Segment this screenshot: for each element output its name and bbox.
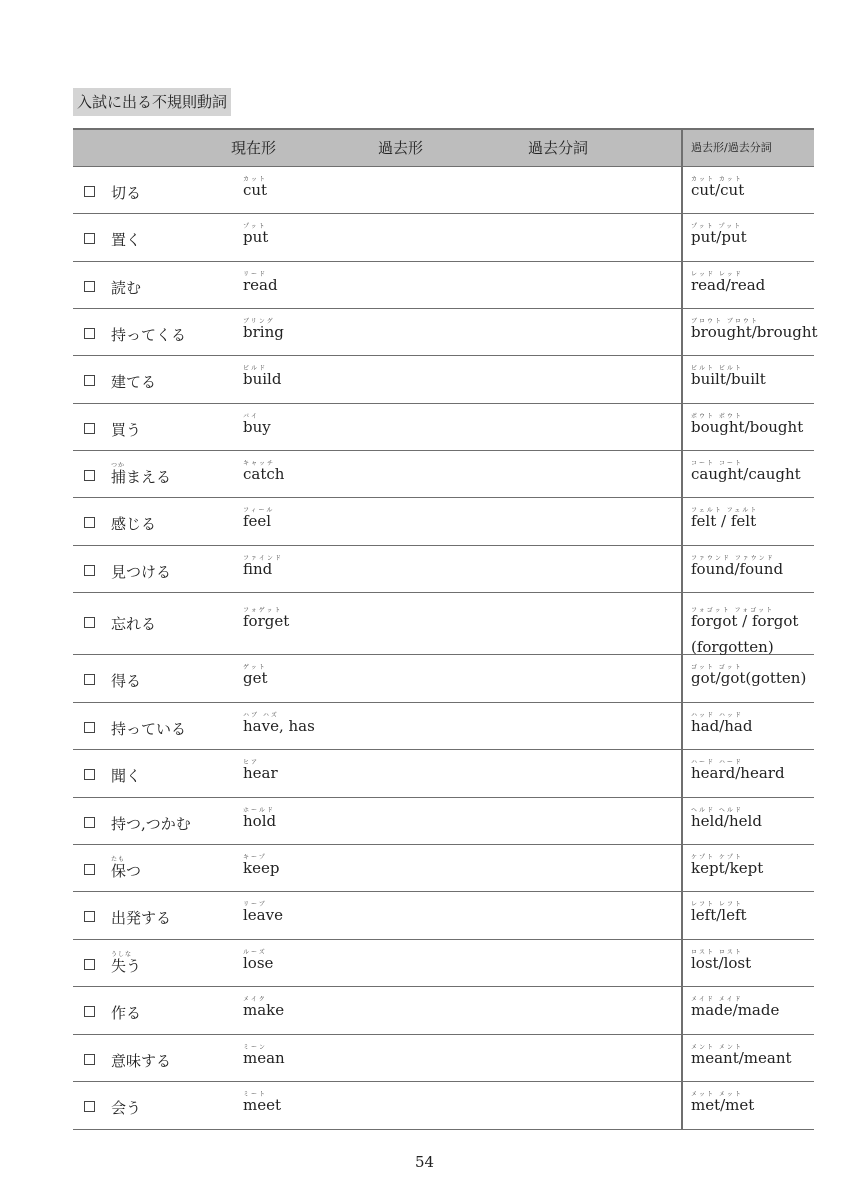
column-divider bbox=[681, 655, 683, 702]
past-forms: meant/meant bbox=[691, 1049, 792, 1067]
past-forms: bought/bought bbox=[691, 418, 804, 436]
present-form: lose bbox=[243, 954, 274, 972]
column-divider bbox=[681, 845, 683, 891]
table-row bbox=[73, 404, 814, 451]
table-row bbox=[73, 845, 814, 892]
japanese-meaning: 置く bbox=[111, 231, 142, 249]
present-ruby: メイク bbox=[243, 996, 267, 1003]
checkbox-icon[interactable] bbox=[84, 674, 95, 685]
checkbox-icon[interactable] bbox=[84, 281, 95, 292]
past-forms: forgot / forgot bbox=[691, 612, 799, 630]
present-ruby: キャッチ bbox=[243, 460, 276, 467]
checkbox-icon[interactable] bbox=[84, 186, 95, 197]
present-form: read bbox=[243, 276, 278, 294]
column-divider bbox=[681, 167, 683, 213]
column-divider bbox=[681, 262, 683, 308]
forms-ruby: メント メント bbox=[691, 1044, 743, 1051]
checkbox-icon[interactable] bbox=[84, 1006, 95, 1017]
table-row bbox=[73, 451, 814, 498]
page-number: 54 bbox=[414, 1153, 435, 1171]
japanese-meaning: 作る bbox=[111, 1004, 142, 1022]
present-ruby: プット bbox=[243, 223, 267, 230]
checkbox-icon[interactable] bbox=[84, 233, 95, 244]
japanese-meaning: 失う bbox=[111, 957, 142, 975]
column-divider bbox=[681, 214, 683, 261]
present-ruby: ゲット bbox=[243, 664, 267, 671]
past-forms: cut/cut bbox=[691, 181, 745, 199]
past-forms: heard/heard bbox=[691, 764, 785, 782]
table-row bbox=[73, 593, 814, 655]
table-row bbox=[73, 262, 814, 309]
column-divider bbox=[681, 892, 683, 939]
forms-ruby: ロスト ロスト bbox=[691, 949, 743, 956]
checkbox-icon[interactable] bbox=[84, 328, 95, 339]
forms-ruby: ゴット ゴット bbox=[691, 664, 743, 671]
present-form: forget bbox=[243, 612, 290, 630]
present-ruby: フィール bbox=[243, 507, 275, 514]
past-forms: built/built bbox=[691, 370, 766, 388]
forms-ruby: レッド レッド bbox=[691, 271, 743, 278]
present-form: build bbox=[243, 370, 282, 388]
past-forms: brought/brought bbox=[691, 323, 818, 341]
past-forms: held/held bbox=[691, 812, 762, 830]
checkbox-icon[interactable] bbox=[84, 517, 95, 528]
present-ruby: ホールド bbox=[243, 807, 275, 814]
present-ruby: ルーズ bbox=[243, 949, 267, 956]
japanese-meaning: 切る bbox=[111, 184, 142, 202]
present-ruby: バイ bbox=[243, 413, 260, 420]
table-row bbox=[73, 1082, 814, 1130]
present-form: make bbox=[243, 1001, 285, 1019]
past-forms: met/met bbox=[691, 1096, 755, 1114]
present-form: leave bbox=[243, 906, 283, 924]
forms-ruby: ハッド ハッド bbox=[691, 712, 743, 719]
table-row bbox=[73, 356, 814, 404]
japanese-meaning: 持っている bbox=[111, 720, 187, 738]
japanese-meaning: 会う bbox=[111, 1099, 142, 1117]
table-row bbox=[73, 167, 814, 214]
checkbox-icon[interactable] bbox=[84, 617, 95, 628]
checkbox-icon[interactable] bbox=[84, 1101, 95, 1112]
forms-ruby: ケプト ケプト bbox=[691, 854, 743, 861]
checkbox-icon[interactable] bbox=[84, 375, 95, 386]
column-divider bbox=[681, 451, 683, 497]
past-forms: felt / felt bbox=[691, 512, 757, 530]
column-divider bbox=[681, 1082, 683, 1129]
present-form: hold bbox=[243, 812, 277, 830]
table-header bbox=[73, 128, 814, 167]
header-past-participle: 過去分詞 bbox=[528, 139, 589, 157]
checkbox-icon[interactable] bbox=[84, 470, 95, 481]
header-present: 現在形 bbox=[231, 139, 277, 157]
checkbox-icon[interactable] bbox=[84, 423, 95, 434]
present-form: buy bbox=[243, 418, 271, 436]
checkbox-icon[interactable] bbox=[84, 817, 95, 828]
verb-table bbox=[73, 128, 818, 1130]
column-divider bbox=[681, 404, 683, 450]
header-combined: 過去形/過去分詞 bbox=[691, 141, 772, 154]
present-ruby: ヒア bbox=[243, 759, 260, 766]
past-forms: made/made bbox=[691, 1001, 780, 1019]
checkbox-icon[interactable] bbox=[84, 769, 95, 780]
present-form: mean bbox=[243, 1049, 285, 1067]
checkbox-icon[interactable] bbox=[84, 959, 95, 970]
table-row bbox=[73, 940, 814, 987]
past-forms: put/put bbox=[691, 228, 747, 246]
forms-ruby: ファウンド ファウンド bbox=[691, 555, 775, 562]
past-forms: left/left bbox=[691, 906, 747, 924]
table-row bbox=[73, 498, 814, 546]
present-form: bring bbox=[243, 323, 284, 341]
present-form: hear bbox=[243, 764, 278, 782]
table-row bbox=[73, 1035, 814, 1082]
japanese-meaning: 出発する bbox=[111, 909, 172, 927]
present-ruby: ミート bbox=[243, 1091, 268, 1098]
forms-ruby: ヘルド ヘルド bbox=[691, 807, 743, 814]
present-ruby: リーブ bbox=[243, 901, 267, 908]
column-divider bbox=[681, 703, 683, 749]
past-forms-alt: (forgotten) bbox=[691, 638, 774, 656]
column-divider bbox=[681, 940, 683, 986]
column-divider bbox=[681, 546, 683, 592]
table-row bbox=[73, 892, 814, 940]
present-ruby: ビルド bbox=[243, 365, 268, 372]
japanese-meaning: 持つ,つかむ bbox=[111, 815, 191, 833]
japanese-meaning: 買う bbox=[111, 421, 142, 439]
forms-ruby: フェルト フェルト bbox=[691, 507, 759, 514]
japanese-meaning: 感じる bbox=[111, 515, 157, 533]
table-row bbox=[73, 546, 814, 593]
japanese-meaning: 忘れる bbox=[111, 615, 157, 633]
present-form: meet bbox=[243, 1096, 282, 1114]
table-row bbox=[73, 655, 814, 703]
jp-ruby: うしな bbox=[111, 951, 133, 958]
forms-ruby: ボウト ボウト bbox=[691, 413, 743, 420]
column-divider bbox=[681, 798, 683, 844]
present-form: catch bbox=[243, 465, 285, 483]
present-ruby: カット bbox=[243, 176, 267, 183]
table-row bbox=[73, 798, 814, 845]
column-divider bbox=[681, 498, 683, 545]
present-form: keep bbox=[243, 859, 280, 877]
column-divider bbox=[681, 1035, 683, 1081]
japanese-meaning: 意味する bbox=[111, 1052, 172, 1070]
japanese-meaning: 建てる bbox=[111, 373, 157, 391]
present-form: feel bbox=[243, 512, 272, 530]
column-divider bbox=[681, 356, 683, 403]
header-past: 過去形 bbox=[378, 139, 424, 157]
column-divider bbox=[681, 593, 683, 654]
past-forms: kept/kept bbox=[691, 859, 764, 877]
japanese-meaning: 読む bbox=[111, 279, 142, 297]
jp-ruby: たも bbox=[111, 856, 126, 863]
table-row bbox=[73, 703, 814, 750]
past-forms: found/found bbox=[691, 560, 784, 578]
present-ruby: フォゲット bbox=[243, 607, 283, 614]
past-forms: got/got(gotten) bbox=[691, 669, 807, 687]
japanese-meaning: 持ってくる bbox=[111, 326, 187, 344]
japanese-meaning: 得る bbox=[111, 672, 142, 690]
past-forms: had/had bbox=[691, 717, 753, 735]
table-row bbox=[73, 987, 814, 1035]
japanese-meaning: 捕まえる bbox=[111, 468, 172, 486]
present-form: find bbox=[243, 560, 273, 578]
checkbox-icon[interactable] bbox=[84, 1054, 95, 1065]
jp-ruby: つか bbox=[111, 462, 126, 469]
forms-ruby: フォゴット フォゴット bbox=[691, 607, 775, 614]
present-ruby: ファインド bbox=[243, 555, 283, 562]
present-ruby: キープ bbox=[243, 854, 267, 861]
checkbox-icon[interactable] bbox=[84, 722, 95, 733]
past-forms: lost/lost bbox=[691, 954, 752, 972]
present-ruby: ブリング bbox=[243, 318, 275, 325]
table-row bbox=[73, 214, 814, 262]
forms-ruby: コート コート bbox=[691, 460, 743, 467]
column-divider bbox=[681, 750, 683, 797]
column-divider bbox=[681, 309, 683, 355]
forms-ruby: メット メット bbox=[691, 1091, 743, 1098]
past-forms: read/read bbox=[691, 276, 766, 294]
forms-ruby: メイド メイド bbox=[691, 996, 743, 1003]
checkbox-icon[interactable] bbox=[84, 565, 95, 576]
forms-ruby: ブロウト ブロウト bbox=[691, 318, 759, 325]
forms-ruby: ハード ハード bbox=[691, 759, 743, 766]
forms-ruby: ビルト ビルト bbox=[691, 365, 743, 372]
japanese-meaning: 保つ bbox=[111, 862, 142, 880]
present-form: get bbox=[243, 669, 268, 687]
checkbox-icon[interactable] bbox=[84, 911, 95, 922]
forms-ruby: レフト レフト bbox=[691, 901, 743, 908]
column-divider bbox=[681, 130, 683, 166]
table-body bbox=[73, 167, 818, 1130]
present-ruby: ハブ ハズ bbox=[243, 712, 279, 719]
forms-ruby: カット カット bbox=[691, 176, 743, 183]
present-ruby: リード bbox=[243, 271, 268, 278]
japanese-meaning: 見つける bbox=[111, 563, 172, 581]
present-ruby: ミーン bbox=[243, 1044, 267, 1051]
page-title: 入試に出る不規則動詞 bbox=[73, 88, 231, 116]
japanese-meaning: 聞く bbox=[111, 767, 142, 785]
past-forms: caught/caught bbox=[691, 465, 801, 483]
checkbox-icon[interactable] bbox=[84, 864, 95, 875]
table-row bbox=[73, 750, 814, 798]
present-form: have, has bbox=[243, 717, 315, 735]
present-form: cut bbox=[243, 181, 268, 199]
column-divider bbox=[681, 987, 683, 1034]
forms-ruby: プット プット bbox=[691, 223, 743, 230]
table-row bbox=[73, 309, 818, 356]
present-form: put bbox=[243, 228, 269, 246]
